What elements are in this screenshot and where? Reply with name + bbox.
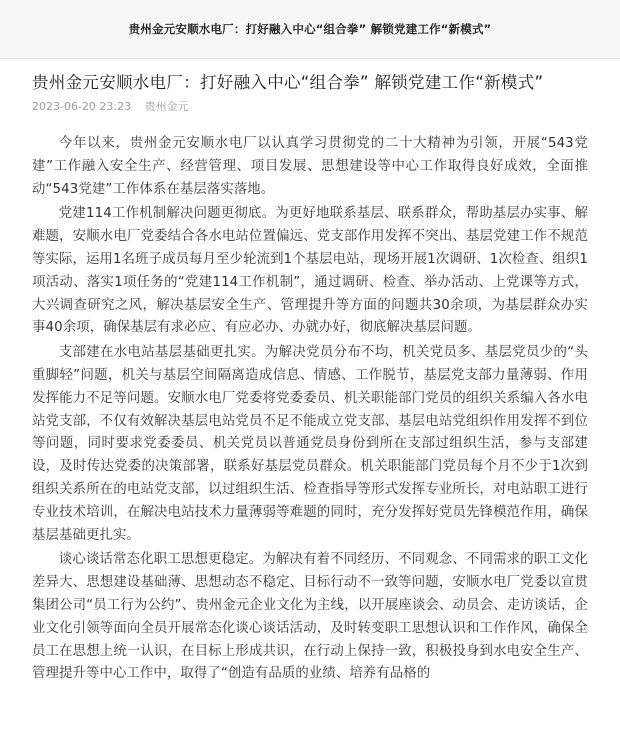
paragraph: 今年以来，贵州金元安顺水电厂以认真学习贯彻党的二十大精神为引领，开展“543党建”工作融入安全生产、经营管理、项目发展、思想建设等中心工作取得良好成效，全面推动“543党建”工作体系在基层落实落地。 [32, 136, 588, 197]
top-bar-title: 贵州金元安顺水电厂：打好融入中心“组合拳” 解锁党建工作“新模式” [128, 22, 492, 36]
article-title: 贵州金元安顺水电厂：打好融入中心“组合拳” 解锁党建工作“新模式” [32, 73, 544, 92]
article [0, 71, 620, 686]
top-bar [0, 0, 620, 59]
paragraph: 党建114工作机制解决问题更彻底。为更好地联系基层、联系群众，帮助基层办实事、解难题，安顺水电厂党委结合各水电站位置偏远、党支部作用发挥不突出、基层党建工作不规范等实际，运用1名班子成员每月至少轮流到1个基层电站，现场开展1次调研、1次检查、组织1项活动、落实1项任务的“党建114工作机制”，通过调研、检查、举办活动、上党课等方式，大兴调查研究之风，解决基层安全生产、管理提升等方面的问题共30余项，为基层群众办实事40余项，确保基层有求必应、有应必办、办就办好，彻底解决基层问题。 [32, 206, 588, 336]
paragraph: 谈心谈话常态化职工思想更稳定。为解决有着不同经历、不同观念、不同需求的职工文化差异大、思想建设基础薄、思想动态不稳定、目标行动不一致等问题，安顺水电厂党委以宣贯集团公司“员工行为公约”、贵州金元企业文化为主线，以开展座谈会、动员会、走访谈话，企业文化引领等面向全员开展常态化谈心谈话活动，及时转变职工思想认识和工作作风，确保全员工在思想上统一认识，在目标上形成共识，在行动上保持一致，积极投身到水电安全生产、管理提升等中心工作中，取得了“创造有品质的业绩、培养有品格的 [32, 552, 588, 682]
article-content [32, 133, 588, 686]
paragraph: 支部建在水电站基层基础更扎实。为解决党员分布不均，机关党员多、基层党员少的“头重脚轻”问题，机关与基层空间隔离造成信息、情感、工作脱节，基层党支部力量薄弱、作用发挥能力不足等问题。安顺水电厂党委将党委委员、机关职能部门党员的组织关系编入各水电站党支部，不仅有效解决基层电站党员不足不能成立党支部、基层电站党组织作用发挥不到位等问题，同时要求党委委员、机关党员以普通党员身份到所在支部过组织生活，参与支部建设，及时传达党委的决策部署，联系好基层党员群众。机关职能部门党员每个月不少于1次到组织关系所在的电站党支部，以过组织生活、检查指导等形式发挥专业所长，对电站职工进行专业技术培训，在解决电站技术力量薄弱等难题的同时，充分发挥好党员先锋模范作用，确保基层基础更扎实。 [32, 345, 588, 543]
source-link[interactable]: 贵州金元 [144, 100, 189, 113]
article-meta [32, 99, 588, 115]
publish-date: 2023-06-20 23:23 [32, 100, 132, 113]
